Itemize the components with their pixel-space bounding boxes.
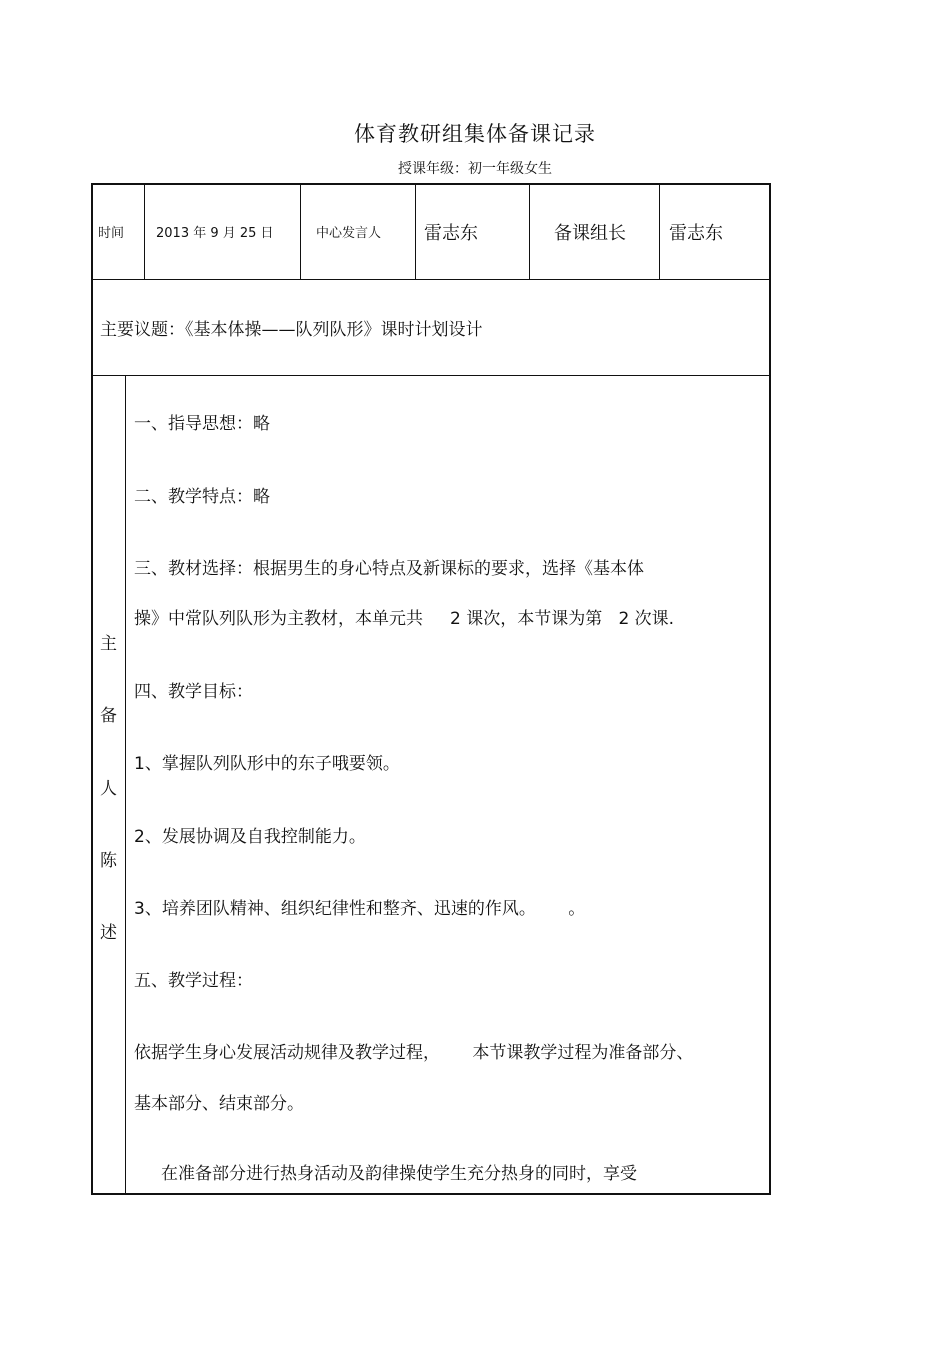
- content-line: 二、教学特点：略: [134, 487, 270, 507]
- content-line: 依据学生身心发展活动规律及教学过程， 本节课教学过程为准备部分、: [134, 1043, 694, 1063]
- document-title: 体育教研组集体备课记录: [354, 122, 596, 146]
- content-line: 三、教材选择：根据男生的身心特点及新课标的要求，选择《基本体: [134, 559, 644, 579]
- column-divider: [300, 184, 301, 279]
- content-line: 操》中常队列队形为主教材，本单元共 2 课次，本节课为第 2 次课.: [134, 609, 675, 629]
- leader-label: 备课组长: [554, 222, 626, 244]
- date-value: 2013 年 9 月 25 日: [156, 226, 274, 241]
- side-label-char: 备: [100, 706, 117, 726]
- content-line: 四、教学目标：: [134, 682, 253, 702]
- row-divider: [92, 375, 770, 376]
- content-line: 一、指导思想：略: [134, 414, 270, 434]
- side-label-char: 陈: [100, 851, 117, 871]
- content-line: 1、掌握队列队形中的东子哦要领。: [134, 754, 400, 774]
- column-divider: [125, 376, 126, 1194]
- speaker-label: 中心发言人: [316, 226, 382, 241]
- content-line: 五、教学过程：: [134, 971, 253, 991]
- speaker-name: 雷志东: [424, 222, 478, 244]
- content-line: 2、发展协调及自我控制能力。: [134, 827, 366, 847]
- content-line: 基本部分、结束部分。: [134, 1094, 304, 1114]
- column-divider: [144, 184, 145, 279]
- main-topic: 主要议题：《基本体操——队列队形》课时计划设计: [100, 320, 483, 340]
- time-label: 时间: [98, 226, 125, 241]
- grade-subtitle: 授课年级：初一年级女生: [398, 161, 552, 177]
- column-divider: [415, 184, 416, 279]
- leader-name: 雷志东: [669, 222, 723, 244]
- side-label-char: 主: [100, 634, 117, 654]
- content-line: 3、培养团队精神、组织纪律性和整齐、迅速的作风。 。: [134, 899, 586, 919]
- content-line: 在准备部分进行热身活动及韵律操使学生充分热身的同时，享受: [134, 1164, 638, 1184]
- side-label-char: 人: [100, 779, 117, 799]
- side-label-char: 述: [100, 923, 117, 943]
- column-divider: [529, 184, 530, 279]
- column-divider: [659, 184, 660, 279]
